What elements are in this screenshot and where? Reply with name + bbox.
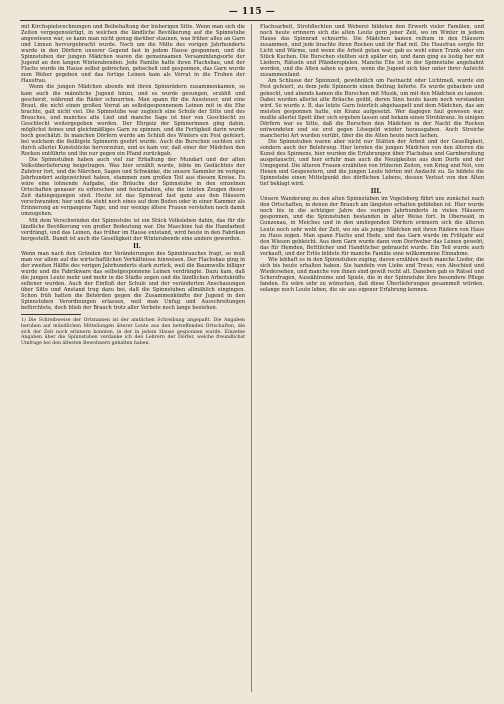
footnote-rule [21,314,81,315]
right-section-paragraph-2: Wie lebhaft es in den Spinnstuben zuging, davon erzählen noch manche Lieder, die sich bis heute erhalten haben. Sie handeln von Liebe und Treue, von Abschied und Wiedersehen, und manche von ihnen sind gewiß recht alt. Daneben gab es Rätsel und Scherzfragen, Auszählreime und Spiele, die in der Spinnstube ihre besondere Pflege fanden. Es wäre sehr zu wünschen, daß diese Überlieferungen gesammelt würden, solange noch Leute leben, die sie aus eigener Erfahrung kennen. [260,256,484,293]
right-paragraph-1: Flachsarbeit, Strohflechten und Weberei bildeten den Erwerb vieler Familien, und noch heute erinnern sich die alten Leute gern jener Zeit, wo im Winter in jedem Hause das Spinnrad schnurrte. Die Mädchen kamen reihum in den Häusern zusammen, und jede brachte ihren Rocken und ihr Rad mit. Die Hausfrau sorgte für Licht und Wärme, und wenn die Arbeit getan war, gab es wohl einen Trunk oder ein Stück Kuchen. Die Burschen stellten sich später ein, und dann ging es lustig her mit Liedern, Rätseln und Pfänderspielen. Manche Ehe ist in der Spinnstube angebahnt worden, und die Alten sahen es gern, wenn die Jugend sich hier unter ihrer Aufsicht zusammenfand. [260,24,484,79]
right-section-paragraph-1: Unsere Wanderung zu den alten Spinnstuben im Vogelsberg führt uns zunächst nach den Ortschaften, in denen der Brauch am längsten erhalten geblieben ist. Hier wurde noch bis in die achtziger Jahre des vorigen Jahrhunderts in vielen Häusern gesponnen, und die Spinnstuben bestanden in alter Weise fort. In Oberwald, in Gunzenau, in Meiches und in den umliegenden Dörfern erinnern sich die älteren Leute noch sehr wohl der Zeit, wo sie als junge Mädchen mit ihren Rädern von Haus zu Haus zogen. Man spann Flachs und Hede, und das Garn wurde im Frühjahr auf den Wiesen gebleicht. Aus dem Garn wurde dann vom Dorfweber das Leinen gewebt, das für Hemden, Betttücher und Handtücher gebraucht wurde. Ein Teil wurde auch verkauft, und der Erlös bildete für manche Familie eine willkommene Einnahme. [260,196,484,257]
right-paragraph-2: Am Schlusse der Spinnzeit, gewöhnlich um Fastnacht oder Lichtmeß, wurde ein Fest gefeiert, zu dem jede Spinnerin einen Beitrag lieferte. Es wurde gebacken und gekocht, und abends kamen die Burschen mit Musik, um mit den Mädchen zu tanzen. Dabei wurden allerlei alte Bräuche geübt, deren Sinn heute kaum noch verstanden wird. So wurde z. B. das letzte Garn feierlich abgehaspelt und dem Mädchen, das am meisten gesponnen hatte, ein Kranz aufgesetzt. Wer dagegen faul gewesen war, mußte allerlei Spott über sich ergehen lassen und bekam einen Strohkranz. In einigen Dörfern war es Sitte, daß die Burschen den Mädchen in der Nacht die Rocken entwendeten und sie erst gegen Lösegeld wieder herausgaben. Auch Streiche mancherlei Art wurden verübt, über die die Alten heute noch lachen. [260,78,484,139]
left-paragraph-1: mit Kirchspielsrechnungen und Beibehaltung der bisherigen Sitte. Wenn man sich die Zeiten vergegenwärtigt, in welchen die ländliche Bevölkerung auf die Spinnstube angewiesen war, so kann man nicht genug darüber staunen, was früher alles an Garn und Linnen hervorgebracht wurde. Noch um die Mitte des vorigen Jahrhunderts wurde in den Dörfern unserer Gegend fast in jedem Hause gesponnen, und die Spinnstuben der jungen Mädchen waren die gemeinsamen Versammlungsorte der Jugend an den langen Winterabenden. Jede Familie hatte ihren Flachsbau, und der Flachs wurde im Hause selbst gebrochen, gehechelt und gesponnen, das Garn wurde zum Weber gegeben und das fertige Leinen kam als Vorrat in die Truhen der Hausfrau. [21,24,245,85]
right-paragraph-3: Die Spinnstuben waren aber nicht nur Stätten der Arbeit und der Geselligkeit, sondern auch der Belehrung. Hier lernten die jungen Mädchen von den älteren die Kunst des Spinnens, hier wurden die Erfahrungen über Flachsbau und Garnbereitung ausgetauscht, und hier erfuhr man auch die Neuigkeiten aus dem Dorfe und der Umgegend. Die älteren Frauen erzählten von früheren Zeiten, von Krieg und Not, von Hexen und Gespenstern, und die jungen Leute hörten mit Andacht zu. So bildete die Spinnstube einen Mittelpunkt des dörflichen Lebens, dessen Verlust von den Alten tief beklagt wird. [260,138,484,188]
header-rule [20,20,484,21]
column-divider [251,24,252,692]
right-section-number: III. [370,188,382,196]
right-column [260,24,484,696]
page-number: — 115 — [228,7,276,17]
left-paragraph-2: Wenn die jungen Mädchen abends mit ihren Spinnrädern zusammenkamen, so kam auch die männliche Jugend hinzu, und es wurde gesungen, erzählt und gescherzt, während die Räder schnurrten. Man spann für die Aussteuer, und eine Braut, die nicht einen großen Vorrat an selbstgesponnenem Leinen mit in die Ehe brachte, galt nicht viel. Die Spinnstube war zugleich eine Schule der Sitte und des Brauches, und manches alte Lied und manche Sage ist hier von Geschlecht zu Geschlecht weitergegeben worden. Der Ehrgeiz der Spinnerinnen ging dahin, möglichst feines und gleichmäßiges Garn zu spinnen, und die Fertigkeit darin wurde hoch geschätzt. In manchen Dörfern wurde am Schluß des Winters ein Fest gefeiert, bei welchem die fleißigste Spinnerin geehrt wurde. Auch die Burschen suchten sich durch allerlei Kunststücke hervorzutun, und es kam vor, daß einer der Mädchen den Rocken entführte und ihn nur gegen ein Pfand zurückgab. [21,84,245,157]
left-section-paragraph-1: Wenn man nach den Gründen der Veränderungen des Spinnbrauches fragt, so muß man vor allem auf die wirtschaftlichen Verhältnisse hinweisen. Der Flachsbau ging in der zweiten Hälfte des vorigen Jahrhunderts stark zurück, weil die Baumwolle billiger wurde und die Fabrikware das selbstgesponnene Leinen verdrängte. Dazu kam, daß die jungen Leute mehr und mehr in die Städte zogen und die ländlichen Arbeitskräfte seltener wurden. Auch der Einfluß der Schule und der veränderten Anschauungen über Sitte und Anstand trug dazu bei, daß die Spinnstuben allmählich eingingen. Schon früh hatten die Behörden gegen die Zusammenkünfte der Jugend in den Spinnstuben Verordnungen erlassen, weil man Unfug und Ausschreitungen befürchtete, doch blieb der Brauch trotz aller Verbote noch lange bestehen. [21,250,245,312]
left-column [21,24,245,696]
left-section-number: II. [133,242,141,250]
left-paragraph-3: Die Spinnstuben haben auch viel zur Erhaltung der Mundart und der alten Volksüberlieferung beigetragen. Was hier erzählt wurde, lebte im Gedächtnis der Zuhörer fort, und die Märchen, Sagen und Schwänke, die unsere Sammler im vorigen Jahrhundert aufgezeichnet haben, stammen zum großen Teil aus diesem Kreise. Es wäre eine lohnende Aufgabe, die Bräuche der Spinnstube in den einzelnen Ortschaften genauer zu erforschen und festzuhalten, ehe die letzten Zeugen dieser Zeit dahingegangen sind. Heute ist das Spinnrad fast ganz aus den Häusern verschwunden; hier und da steht noch eines auf dem Boden oder in einer Kammer als Erinnerung an vergangene Tage, und nur wenige ältere Frauen verstehen noch damit umzugehen. [21,157,245,218]
footnote: 1) Die Schreibweise der Ortsnamen ist der amtlichen Schreibung angepaßt. Die Angaben beruhen auf mündlichen Mitteilungen älterer Leute aus den betreffenden Ortschaften, die sich der Zeit noch erinnern konnten, in der in jedem Hause gesponnen wurde. Einzelne Angaben über die Spinnstuben verdanke ich den Lehrern der Dörfer, welche freundlichst Umfrage bei den ältesten Bewohnern gehalten haben. [21,318,245,346]
left-paragraph-4: Mit dem Verschwinden der Spinnstube ist ein Stück Volksleben dahin, das für die ländliche Bevölkerung von großer Bedeutung war. Die Maschine hat die Handarbeit verdrängt, und das Leinen, das früher im Hause entstand, wird heute in den Fabriken hergestellt. Damit ist auch die Geselligkeit der Winterabende eine andere geworden. [21,217,245,242]
